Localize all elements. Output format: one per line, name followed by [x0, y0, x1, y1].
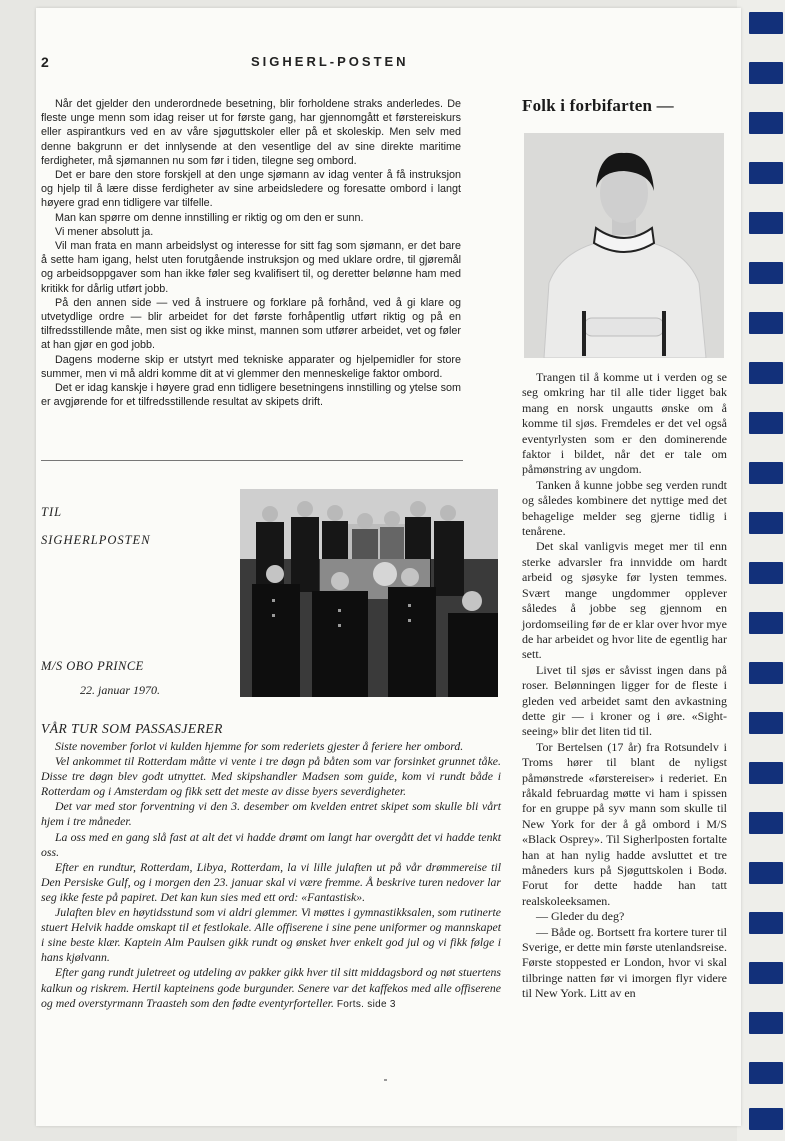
letter-paragraph: Efter en rundtur, Rotterdam, Libya, Rotterdam, la vi lille julaften ut på vår drømmereise til Den Persiske Gulf, og i morgen den 23. januar skal vi være fremme. Å beskrive turen nedover lar seg ikke feste på papiret. Det kan kun sies med ett ord: «Fantastisk». — [41, 859, 501, 904]
sidebar-paragraph: Livet til sjøs er såvisst ingen dans på roser. Belønningen ligger for de fleste i gleden ved arbeidet samt den avkastning dette gir — i kroner og i øre. «Sight-seeing» blir det liten tid til. — [522, 662, 727, 739]
binder-tab — [749, 912, 783, 934]
letter-paragraph: La oss med en gang slå fast at alt det vi hadde drømt om langt har overgått det vi hadde tenkt oss. — [41, 829, 501, 859]
letter-paragraph: Siste november forlot vi kulden hjemme for som rederiets gjester å feriere her ombord. — [55, 739, 464, 753]
binder-tab — [749, 962, 783, 984]
binder-tab — [749, 62, 783, 84]
letter-title: VÅR TUR SOM PASSASJERER — [41, 721, 223, 736]
binder-tab — [749, 1062, 783, 1084]
binder-tab — [749, 362, 783, 384]
binder-tab — [749, 162, 783, 184]
letter-paragraph: Det var med stor forventning vi den 3. desember om kvelden entret skipet som skulle bli vårt hjem i tre måneder. — [41, 799, 501, 829]
editorial-paragraph: Når det gjelder den underordnede besetning, blir forholdene straks anderledes. De fleste unge menn som idag reiser ut for første gang, har gjennomgått et førstereiskurs eller aspirantkurs ved en av våre sjøguttskoler eller på et skoleskip. Men selv med denne bakgrunn er det innlysende at den vesentlige del av sine direkte maritime ferdigheter, må sjømannen nu som før i tiden, tilegne seg ombord. — [41, 98, 461, 167]
editorial-paragraph: Vi mener absolutt ja. — [55, 225, 154, 238]
letter-to-line: SIGHERLPOSTEN — [41, 533, 151, 547]
binder-tab — [749, 512, 783, 534]
page-header — [41, 54, 461, 74]
section-divider — [41, 460, 463, 461]
sidebar-paragraph: Tor Bertelsen (17 år) fra Rotsundelv i Troms hører til blant de nyligst påmønstrede «førstereiser» i rederiet. En råkald februardag møtte vi ham i spissen for en gruppe på syv mann som skulle til New York for der å gå ombord i M/S «Black Osprey». Til Sigherlposten fortalte han at han nylig hadde avsluttet et tre måneders kurs på Sjøguttskolen i Bodø. Forut for dette hadde han tatt realskoleeksamen. — [522, 739, 727, 908]
letter-date: 22. januar 1970. — [80, 683, 161, 697]
page-mark — [384, 1079, 387, 1081]
letter-ship-name: M/S OBO PRINCE — [41, 659, 144, 673]
binder-tab — [749, 762, 783, 784]
sidebar-paragraph: Trangen til å komme ut i verden og se seg omkring har til alle tider ligget bak mang en norsk ungautts ønske om å komme til sjøs. Fremdeles er det vel også eventyrlysten som er den dominerende faktor i bildet, når det er tale om påmønstring av ungdom. — [522, 370, 727, 477]
letter-paragraph: Julaften blev en høytidsstund som vi aldri glemmer. Vi møttes i gymnastikksalen, som rutinerte stuert Helvik hadde omskapt til et festlokale. Alle offiserene i sine pene uniformer og mannskapet i sine beste klær. Kaptein Alm Paulsen gikk rundt og ønsket hver enkelt god jul og vi fikk følge i hans kjølvann. — [41, 905, 501, 965]
sidebar-paragraph: Tanken å kunne jobbe seg verden rundt og således kombinere det nyttige med det behagelige melder seg gjerne tidlig i tenårene. — [522, 477, 727, 539]
sidebar-paragraph: Det skal vanligvis meget mer til enn sterke advarsler fra innvidde om hardt arbeid og sjøsyke før lysten temmes. Svært mange ungdommer opplever således å jobbe seg gjennom en jordomseiling før de er klar over hvor mye de har arbeidet og hvor lite de egentlig har sett. — [522, 539, 727, 662]
sidebar-column — [522, 370, 727, 1002]
letter-column — [41, 739, 501, 1011]
spiral-binder — [737, 0, 785, 1141]
binder-tab — [749, 862, 783, 884]
sidebar-title: Folk i forbifarten — — [522, 96, 674, 115]
binder-tab — [749, 1012, 783, 1034]
letter-paragraph-text: Efter gang rundt juletreet og utdeling av pakker gikk hver til sitt middagsbord og nøt stuertens kalkun og riskrem. Hertil kapteinens gode burgunder. Senere var det kaffekos med alle offiserene og med overstyrmann Traasteh som den fødte eventyrforteller. — [41, 965, 501, 1010]
continued-note: Forts. side 3 — [336, 998, 396, 1010]
binder-tab — [749, 562, 783, 584]
letter-address — [41, 505, 231, 561]
binder-tab — [749, 412, 783, 434]
binder-tab — [749, 812, 783, 834]
binder-tab — [749, 1108, 783, 1130]
sidebar-paragraph: — Gleder du deg? — [536, 909, 625, 924]
binder-tab — [749, 262, 783, 284]
editorial-paragraph: På den annen side — ved å instruere og forklare på forhånd, ved å gi klare og utvetydlige ordre — blir arbeidet for det første forhåpentlig utført riktig og på en tilfredsstillende måte, men sist og ikke minst, mannen som utfører arbeidet, vet og føler at han gjør en god jobb. — [41, 296, 461, 352]
sidebar-paragraph: — Både og. Bortsett fra kortere turer til Sverige, er dette min første utenlandsreise. Første stoppested er London, hvor vi skal tilbringe natten før vi imorgen flyr videre til New York. Litt av en — [522, 924, 727, 1001]
editorial-paragraph: Vil man frata en mann arbeidslyst og interesse for sitt fag som sjømann, er det bare å sette ham igang, helst uten forutgående instruksjon og med uklare ordre, til gjøremål og arbeidsoppgaver som han ikke føler seg kvalifisert til, og deretter belønne ham med kritikk for dårlig utført jobb. — [41, 240, 461, 295]
masthead: SIGHERL-POSTEN — [251, 54, 409, 69]
binder-tab — [749, 112, 783, 134]
binder-tab — [749, 462, 783, 484]
letter-paragraph: Vel ankommet til Rotterdam måtte vi vente i tre døgn på båten som var forsinket grunnet tåke. Disse tre døgn blev godt utnyttet. Med skipshandler Madsen som guide, kom vi rundt både i Rotterdam og i Amsterdam og fikk sett det meste av disse byers severdigheter. — [41, 754, 501, 799]
group-photo — [240, 489, 498, 697]
binder-tab — [749, 612, 783, 634]
editorial-paragraph: Det er idag kanskje i høyere grad enn tidligere besetningens innstilling og ytelse som er avgjørende for et tilfredsstillende resultat av skipets drift. — [41, 382, 461, 409]
binder-tab — [749, 212, 783, 234]
editorial-paragraph: Det er bare den store forskjell at den unge sjømann av idag venter å få instruksjon og hjelp til å lære disse ferdigheter av sine arbeidsledere og foresatte ombord i langt høyere grad enn tidligere var tilfelle. — [41, 169, 461, 210]
editorial-paragraph: Man kan spørre om denne innstilling er riktig og om den er sunn. — [55, 211, 364, 224]
letter-to-line: TIL — [41, 505, 63, 519]
editorial-column — [41, 97, 461, 409]
letter-paragraph — [41, 965, 501, 1010]
binder-tab — [749, 662, 783, 684]
binder-tab — [749, 312, 783, 334]
binder-tab — [749, 12, 783, 34]
portrait-photo — [524, 133, 724, 358]
editorial-paragraph: Dagens moderne skip er utstyrt med tekniske apparater og hjelpemidler for store summer, men vi må aldri komme dit at vi glemmer den menneskelige faktor ombord. — [41, 353, 461, 380]
binder-tab — [749, 712, 783, 734]
page-number: 2 — [41, 54, 49, 70]
